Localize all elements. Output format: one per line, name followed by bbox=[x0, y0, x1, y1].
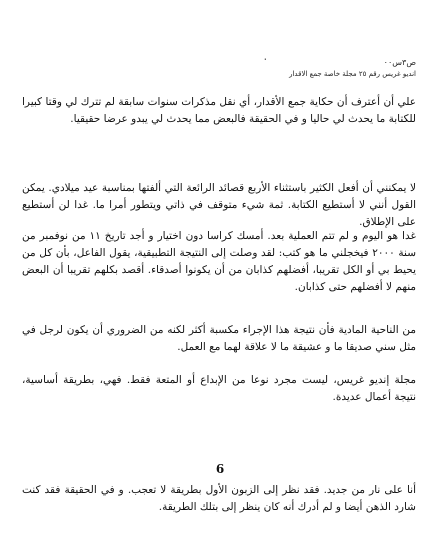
header-dot: ٠ bbox=[262, 54, 268, 65]
page-header bbox=[20, 54, 416, 80]
paragraph-3: غدا هو اليوم و لم تتم العملية بعد. أمسك كراسا دون اختيار و أجد تاريخ ١١ من نوفمبر من سنة ٢٠٠٠ فيخجلني ما هو كتب: لقد وصلت إلى النتيجة التطبيقية، يقول الفاعل، بأن كل من يحيط بي أو الكل تقريبا، أفضلهم كذابان من أن يكونوا أصدقاء. أقصد بكلهم تقريبا أن البعض منهم لا أفضلهم حتى كذابان. bbox=[22, 230, 416, 293]
page-number: 6 bbox=[215, 462, 225, 476]
paragraph-1: علي أن أعترف أن حكاية جمع الأقدار، أي نقل مذكرات سنوات سابقة لم تترك لي وقتا كبيرا للكتابة ما يحدث لي حاليا و في الحقيقة فالبعض مما يحدث لي يبدو عرضا حقيقيا. bbox=[22, 96, 416, 125]
header-page-ref: ص٣س٠٠ bbox=[383, 58, 416, 67]
header-title: انديو غريس رقم ٢٥ مجلة خاصة جمع الاقدار bbox=[289, 70, 416, 78]
paragraph-4: من الناحية المادية فأن نتيجة هذا الإجراء مكسبة أكثر لكنه من الضروري أن يكون لرجل في مثل سني صديقا ما و عشيقة ما لا علاقة لهما مع العمل. bbox=[22, 324, 416, 353]
paragraph-6: أنا على نار من جديد. فقد نظر إلى الزبون الأول بطريقة لا تعجب. و في الحقيقة فقد كنت شارد الذهن أيضا و لم أدرك أنه كان ينظر إلى بتلك الطريقة. bbox=[22, 484, 416, 513]
paragraph-5: مجلة إنديو غريس، ليست مجرد نوعا من الإبداع أو المتعة فقط. فهي، بطريقة أساسية، نتيجة أعمال عديدة. bbox=[22, 374, 416, 403]
paragraph-2: لا يمكنني أن أفعل الكثير باستثناء الأربع قصائد الرائعة التي ألفتها بمناسبة عيد ميلادي. يمكن القول أنني لا أستطيع الكتابة. ثمة شيء متوقف في ذاتي ويتطور أمرا ما. غدا لن أستطيع على الإطلاق. bbox=[22, 182, 416, 228]
